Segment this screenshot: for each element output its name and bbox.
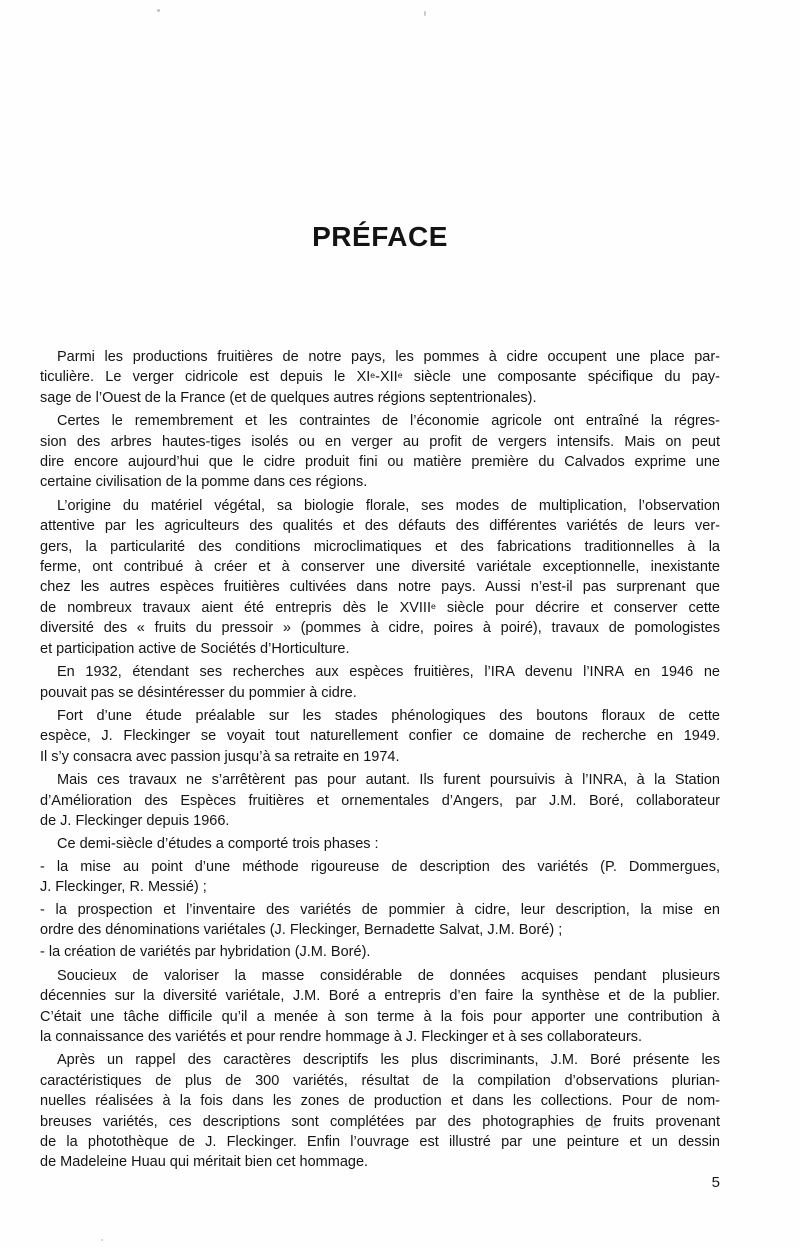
text-line: Soucieux de valoriser la masse considérable de données acquises pendant plusieurs [57, 967, 720, 984]
scan-artifact [157, 9, 160, 12]
text-line: breuses variétés, ces descriptions sont complétées par des photographies de fruits provenant [40, 1113, 720, 1130]
text-line: - la mise au point d’une méthode rigoureuse de description des variétés (P. Dommergues, [40, 858, 720, 875]
paragraph [40, 496, 720, 659]
text-line: Certes le remembrement et les contraintes de l’économie agricole ont entraîné la régres- [57, 413, 720, 430]
page-content [40, 347, 720, 1173]
paragraph [40, 770, 720, 831]
page-number: 5 [711, 1174, 720, 1191]
text-line: Fort d’une étude préalable sur les stades phénologiques des boutons floraux de cette [57, 707, 720, 724]
text-line: attentive par les agriculteurs des qualités et des défauts des différentes variétés de leurs ver- [40, 518, 720, 535]
scan-artifact [101, 1239, 103, 1241]
text-line: L’origine du matériel végétal, sa biologie florale, ses modes de multiplication, l’observation [57, 497, 720, 514]
text-line: ordre des dénominations variétales (J. Fleckinger, Bernadette Salvat, J.M. Boré) ; [40, 921, 563, 938]
paragraph [40, 1050, 720, 1172]
text-line: de J. Fleckinger depuis 1966. [40, 812, 230, 829]
text-line: de la photothèque de J. Fleckinger. Enfin l’ouvrage est illustré par une peinture et un dessin [40, 1134, 720, 1151]
text-line: Après un rappel des caractères descriptifs les plus discriminants, J.M. Boré présente les [57, 1052, 720, 1069]
text-line: espèce, J. Fleckinger se voyait tout naturellement confier ce domaine de recherche en 1949. [40, 728, 720, 745]
text-line: - la prospection et l’inventaire des variétés de pommier à cidre, leur description, la mise en [40, 901, 720, 918]
text-line: de nombreux travaux aient été entrepris dès le XVIIIe siècle pour décrire et conserver cette [40, 599, 720, 616]
scan-artifact [424, 11, 426, 16]
text-line: Il s’y consacra avec passion jusqu’à sa retraite en 1974. [40, 748, 400, 765]
text-line: dire encore aujourd’hui que le cidre produit fini ou matière première du Calvados exprime une [40, 454, 720, 471]
text-line: Ce demi-siècle d’études a comporté trois phases : [57, 836, 379, 853]
text-line: nuelles réalisées à la fois dans les zones de production et dans les collections. Pour de nom- [40, 1093, 720, 1110]
text-line: diversité des « fruits du pressoir » (pommes à cidre, poires à poiré), travaux de pomologistes [40, 620, 720, 637]
paragraph [40, 347, 720, 408]
text-line: Parmi les productions fruitières de notre pays, les pommes à cidre occupent une place par- [57, 349, 720, 365]
text-line: sion des arbres hautes-tiges isolés ou en verger au profit de vergers intensifs. Mais on peut [40, 433, 720, 450]
text-line: chez les autres espèces fruitières cultivées dans notre pays. Aussi n’est-il pas surprenant que [40, 579, 720, 596]
text-line: J. Fleckinger, R. Messié) ; [40, 879, 207, 896]
page-title: PRÉFACE [312, 221, 448, 252]
paragraph [40, 706, 720, 767]
text-line: certaine civilisation de la pomme dans ces régions. [40, 474, 368, 491]
text-line: ferme, ont contribué à créer et à conserver une diversité variétale exceptionnelle, inexistante [40, 559, 720, 576]
text-line: ticulière. Le verger cidricole est depuis le XIe-XIIe siècle une composante spécifique du pay- [40, 369, 720, 386]
paragraph [40, 662, 720, 703]
text-line: - la création de variétés par hybridation (J.M. Boré). [40, 944, 371, 961]
paragraph [40, 834, 720, 854]
text-line: En 1932, étendant ses recherches aux espèces fruitières, l’IRA devenu l’INRA en 1946 ne [57, 664, 720, 681]
text-line: et participation active de Sociétés d’Horticulture. [40, 640, 350, 657]
text-line: caractéristiques de plus de 300 variétés, résultat de la compilation d’observations plurian- [40, 1072, 720, 1089]
text-line: C’était une tâche difficile qu’il a menée à son terme à la fois pour apporter une contribution à [40, 1008, 720, 1025]
list-item-paragraph [40, 857, 720, 898]
list-item-paragraph [40, 900, 720, 941]
paragraph [40, 411, 720, 493]
text-line: la connaissance des variétés et pour rendre hommage à J. Fleckinger et à ses collaborateurs. [40, 1029, 643, 1045]
text-line: d’Amélioration des Espèces fruitières et ornementales d’Angers, par J.M. Boré, collaborateur [40, 792, 720, 809]
text-line: décennies sur la diversité variétale, J.M. Boré a entrepris d’en faire la synthèse et de la publier. [40, 988, 720, 1005]
text-line: gers, la particularité des conditions microclimatiques et des fabrications traditionnelles à la [40, 538, 720, 555]
text-line: Mais ces travaux ne s’arrêtèrent pas pour autant. Ils furent poursuivis à l’INRA, à la Station [57, 772, 720, 789]
text-line: sage de l’Ouest de la France (et de quelques autres régions septentrionales). [40, 389, 537, 406]
text-line: pouvait pas se désintéresser du pommier à cidre. [40, 684, 357, 701]
list-item-paragraph [40, 942, 720, 962]
paragraph [40, 966, 720, 1048]
text-line: de Madeleine Huau qui méritait bien cet hommage. [40, 1154, 369, 1171]
